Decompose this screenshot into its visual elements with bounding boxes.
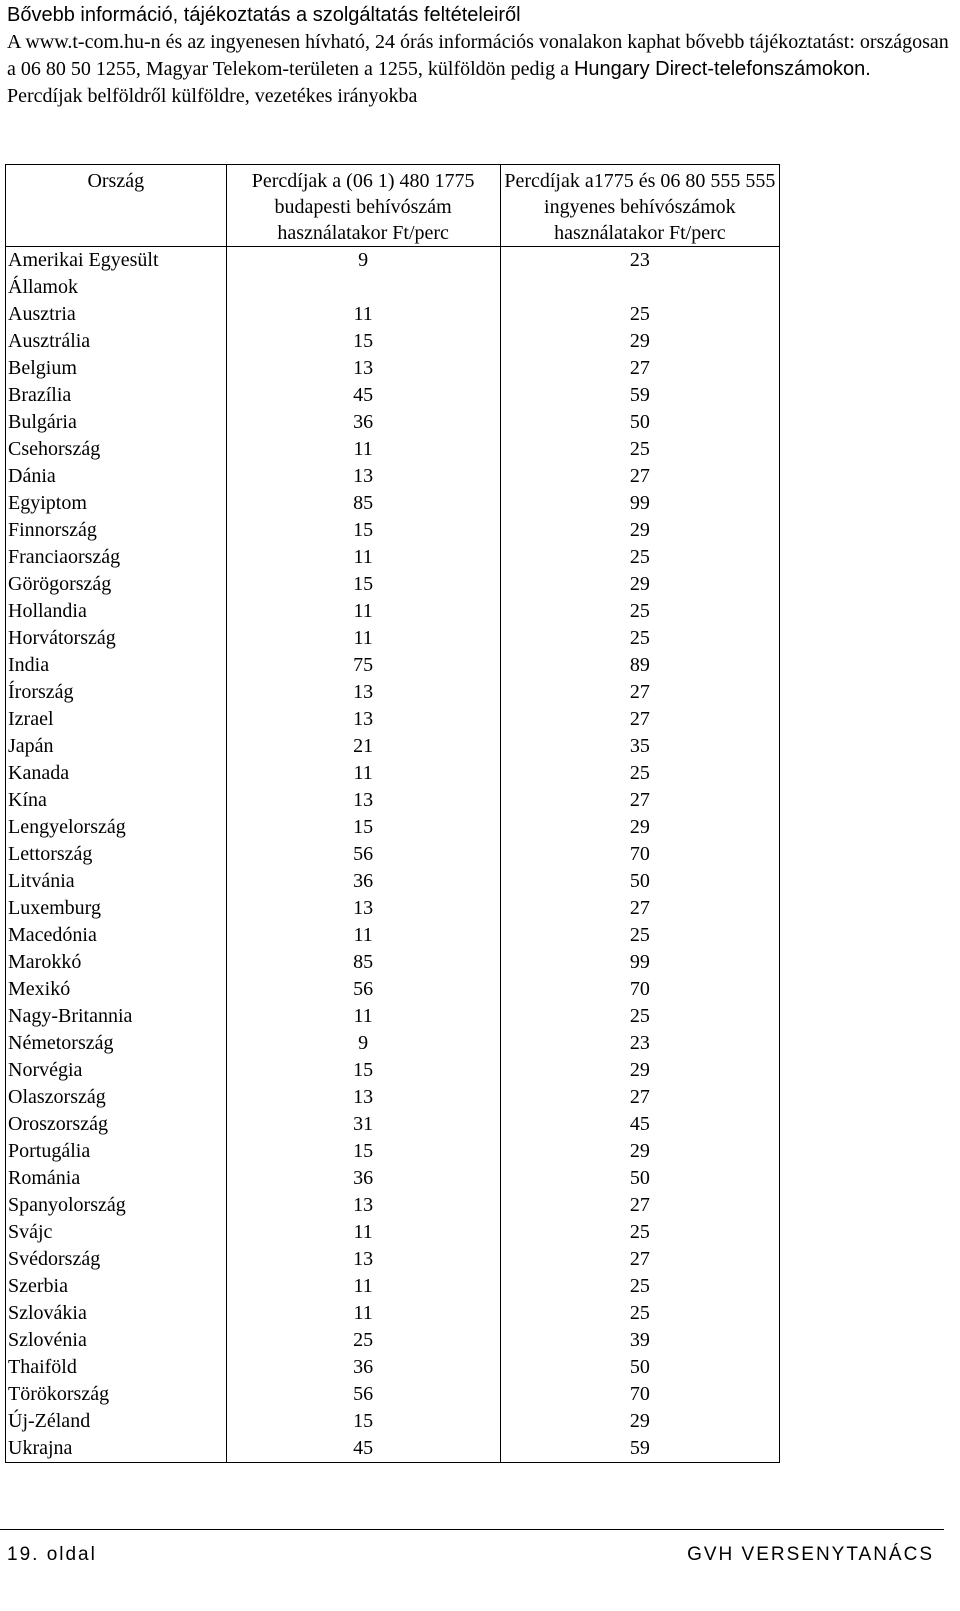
cell-rate-budapest: 13 bbox=[226, 679, 500, 706]
cell-rate-free: 29 bbox=[500, 571, 779, 598]
table-row bbox=[6, 841, 780, 868]
cell-rate-free: 99 bbox=[500, 490, 779, 517]
table-row bbox=[6, 706, 780, 733]
page-number: 19. oldal bbox=[7, 1544, 97, 1565]
cell-rate-free: 45 bbox=[500, 1111, 779, 1138]
table-row bbox=[6, 1111, 780, 1138]
table-row bbox=[6, 598, 780, 625]
cell-rate-budapest: 75 bbox=[226, 652, 500, 679]
cell-rate-budapest: 13 bbox=[226, 1192, 500, 1219]
cell-rate-budapest: 56 bbox=[226, 841, 500, 868]
cell-country: Írország bbox=[6, 679, 227, 706]
cell-rate-free: 25 bbox=[500, 625, 779, 652]
section-heading: Bővebb információ, tájékoztatás a szolgáltatás feltételeiről bbox=[7, 4, 521, 26]
table-row bbox=[6, 895, 780, 922]
cell-rate-budapest: 36 bbox=[226, 868, 500, 895]
rates-table bbox=[5, 164, 780, 1463]
cell-rate-budapest: 13 bbox=[226, 355, 500, 382]
cell-rate-budapest: 13 bbox=[226, 1246, 500, 1273]
table-row bbox=[6, 760, 780, 787]
cell-country: Luxemburg bbox=[6, 895, 227, 922]
cell-rate-budapest: 45 bbox=[226, 1435, 500, 1463]
table-row bbox=[6, 517, 780, 544]
cell-rate-free: 25 bbox=[500, 1300, 779, 1327]
cell-rate-budapest: 15 bbox=[226, 814, 500, 841]
cell-country: Új-Zéland bbox=[6, 1408, 227, 1435]
cell-country: Olaszország bbox=[6, 1084, 227, 1111]
cell-rate-free: 27 bbox=[500, 1246, 779, 1273]
cell-country: Törökország bbox=[6, 1381, 227, 1408]
table-row bbox=[6, 868, 780, 895]
footer-brand: GVH VERSENYTANÁCS bbox=[687, 1544, 934, 1565]
table-row bbox=[6, 409, 780, 436]
info-paragraph bbox=[7, 29, 952, 83]
table-row bbox=[6, 1327, 780, 1354]
cell-country: Románia bbox=[6, 1165, 227, 1192]
cell-rate-free: 27 bbox=[500, 1084, 779, 1111]
cell-rate-budapest: 36 bbox=[226, 1165, 500, 1192]
cell-country: Spanyolország bbox=[6, 1192, 227, 1219]
cell-rate-free: 23 bbox=[500, 247, 779, 302]
cell-rate-budapest: 15 bbox=[226, 571, 500, 598]
table-row bbox=[6, 1030, 780, 1057]
table-row bbox=[6, 436, 780, 463]
cell-rate-budapest: 56 bbox=[226, 976, 500, 1003]
cell-rate-budapest: 85 bbox=[226, 949, 500, 976]
cell-country: Macedónia bbox=[6, 922, 227, 949]
cell-rate-budapest: 25 bbox=[226, 1327, 500, 1354]
cell-rate-free: 35 bbox=[500, 733, 779, 760]
cell-rate-free: 50 bbox=[500, 1165, 779, 1192]
cell-country: Szerbia bbox=[6, 1273, 227, 1300]
cell-rate-budapest: 11 bbox=[226, 1219, 500, 1246]
cell-rate-free: 50 bbox=[500, 868, 779, 895]
table-row bbox=[6, 1354, 780, 1381]
cell-rate-free: 50 bbox=[500, 409, 779, 436]
table-row bbox=[6, 1003, 780, 1030]
table-row bbox=[6, 328, 780, 355]
table-row bbox=[6, 679, 780, 706]
cell-rate-budapest: 15 bbox=[226, 517, 500, 544]
cell-country: Portugália bbox=[6, 1138, 227, 1165]
header-rate-free: Percdíjak a1775 és 06 80 555 555 ingyenes behívószámok használatakor Ft/perc bbox=[500, 165, 779, 247]
cell-country: Lengyelország bbox=[6, 814, 227, 841]
cell-rate-budapest: 13 bbox=[226, 1084, 500, 1111]
cell-country: Németország bbox=[6, 1030, 227, 1057]
cell-rate-free: 27 bbox=[500, 895, 779, 922]
table-row bbox=[6, 247, 780, 302]
cell-rate-free: 59 bbox=[500, 382, 779, 409]
table-header-row bbox=[6, 165, 780, 247]
table-row bbox=[6, 1057, 780, 1084]
cell-country: Thaiföld bbox=[6, 1354, 227, 1381]
cell-rate-free: 29 bbox=[500, 814, 779, 841]
table-row bbox=[6, 1300, 780, 1327]
table-row bbox=[6, 1381, 780, 1408]
cell-rate-budapest: 13 bbox=[226, 706, 500, 733]
cell-country: Kína bbox=[6, 787, 227, 814]
cell-rate-free: 25 bbox=[500, 1003, 779, 1030]
cell-rate-free: 25 bbox=[500, 301, 779, 328]
cell-country: India bbox=[6, 652, 227, 679]
cell-rate-free: 27 bbox=[500, 787, 779, 814]
cell-rate-free: 23 bbox=[500, 1030, 779, 1057]
cell-rate-budapest: 21 bbox=[226, 733, 500, 760]
cell-country: Finnország bbox=[6, 517, 227, 544]
table-row bbox=[6, 922, 780, 949]
table-row bbox=[6, 1192, 780, 1219]
cell-country: Oroszország bbox=[6, 1111, 227, 1138]
cell-country: Mexikó bbox=[6, 976, 227, 1003]
cell-rate-budapest: 11 bbox=[226, 1300, 500, 1327]
cell-rate-free: 39 bbox=[500, 1327, 779, 1354]
cell-rate-free: 25 bbox=[500, 436, 779, 463]
cell-rate-budapest: 11 bbox=[226, 625, 500, 652]
table-row bbox=[6, 1273, 780, 1300]
table-row bbox=[6, 355, 780, 382]
table-caption: Percdíjak belföldről külföldre, vezetékes irányokba bbox=[7, 85, 418, 107]
cell-country: Kanada bbox=[6, 760, 227, 787]
cell-country: Ausztrália bbox=[6, 328, 227, 355]
table-row bbox=[6, 733, 780, 760]
cell-country: Franciaország bbox=[6, 544, 227, 571]
cell-country: Bulgária bbox=[6, 409, 227, 436]
cell-country: Marokkó bbox=[6, 949, 227, 976]
cell-rate-free: 25 bbox=[500, 544, 779, 571]
cell-rate-budapest: 11 bbox=[226, 544, 500, 571]
cell-rate-budapest: 45 bbox=[226, 382, 500, 409]
cell-rate-free: 27 bbox=[500, 706, 779, 733]
cell-country: Csehország bbox=[6, 436, 227, 463]
cell-rate-budapest: 36 bbox=[226, 409, 500, 436]
cell-rate-budapest: 11 bbox=[226, 1273, 500, 1300]
table-row bbox=[6, 544, 780, 571]
cell-rate-budapest: 11 bbox=[226, 598, 500, 625]
cell-rate-budapest: 11 bbox=[226, 436, 500, 463]
table-row bbox=[6, 949, 780, 976]
cell-rate-budapest: 31 bbox=[226, 1111, 500, 1138]
cell-rate-budapest: 9 bbox=[226, 1030, 500, 1057]
table-row bbox=[6, 571, 780, 598]
cell-rate-free: 70 bbox=[500, 841, 779, 868]
cell-rate-budapest: 13 bbox=[226, 895, 500, 922]
cell-rate-free: 70 bbox=[500, 976, 779, 1003]
cell-rate-budapest: 9 bbox=[226, 247, 500, 302]
table-row bbox=[6, 1165, 780, 1192]
cell-country: Ausztria bbox=[6, 301, 227, 328]
cell-country: Hollandia bbox=[6, 598, 227, 625]
table-row bbox=[6, 1084, 780, 1111]
header-country: Ország bbox=[6, 165, 227, 247]
table-row bbox=[6, 1246, 780, 1273]
intro-section bbox=[7, 2, 952, 110]
table-row bbox=[6, 1138, 780, 1165]
header-rate-budapest: Percdíjak a (06 1) 480 1775 budapesti behívószám használatakor Ft/perc bbox=[226, 165, 500, 247]
cell-rate-budapest: 15 bbox=[226, 1408, 500, 1435]
cell-country: Norvégia bbox=[6, 1057, 227, 1084]
cell-country: Szlovákia bbox=[6, 1300, 227, 1327]
cell-rate-free: 29 bbox=[500, 1138, 779, 1165]
cell-country: Amerikai Egyesült Államok bbox=[6, 247, 227, 302]
cell-rate-free: 25 bbox=[500, 760, 779, 787]
cell-rate-budapest: 15 bbox=[226, 328, 500, 355]
cell-rate-free: 99 bbox=[500, 949, 779, 976]
cell-country: Japán bbox=[6, 733, 227, 760]
cell-country: Horvátország bbox=[6, 625, 227, 652]
cell-rate-free: 50 bbox=[500, 1354, 779, 1381]
cell-rate-free: 29 bbox=[500, 1057, 779, 1084]
cell-rate-budapest: 36 bbox=[226, 1354, 500, 1381]
cell-rate-budapest: 11 bbox=[226, 1003, 500, 1030]
cell-rate-free: 89 bbox=[500, 652, 779, 679]
cell-rate-budapest: 13 bbox=[226, 463, 500, 490]
hungary-direct-text: Hungary Direct-telefonszámokon. bbox=[573, 58, 871, 80]
table-row bbox=[6, 814, 780, 841]
cell-rate-free: 70 bbox=[500, 1381, 779, 1408]
table-row bbox=[6, 976, 780, 1003]
cell-country: Dánia bbox=[6, 463, 227, 490]
cell-rate-budapest: 15 bbox=[226, 1057, 500, 1084]
cell-rate-budapest: 15 bbox=[226, 1138, 500, 1165]
table-row bbox=[6, 301, 780, 328]
cell-rate-free: 29 bbox=[500, 517, 779, 544]
cell-rate-free: 25 bbox=[500, 1219, 779, 1246]
cell-country: Svájc bbox=[6, 1219, 227, 1246]
table-row bbox=[6, 1219, 780, 1246]
cell-rate-budapest: 56 bbox=[226, 1381, 500, 1408]
cell-country: Svédország bbox=[6, 1246, 227, 1273]
info-paragraph-text: A www.t-com.hu-n és az ingyenesen hívható, 24 órás információs vonalakon kaphat bővebb tájékoztatást: országosan a 06 80 50 1255, Magyar Telekom-területen a 1255, külföldön pedig a bbox=[7, 31, 949, 80]
cell-country: Egyiptom bbox=[6, 490, 227, 517]
table-row bbox=[6, 1408, 780, 1435]
cell-country: Brazília bbox=[6, 382, 227, 409]
cell-country: Nagy-Britannia bbox=[6, 1003, 227, 1030]
cell-rate-free: 25 bbox=[500, 922, 779, 949]
table-row bbox=[6, 463, 780, 490]
table-body bbox=[6, 247, 780, 1463]
cell-rate-free: 59 bbox=[500, 1435, 779, 1463]
cell-rate-budapest: 11 bbox=[226, 922, 500, 949]
cell-rate-free: 27 bbox=[500, 679, 779, 706]
table-row bbox=[6, 1435, 780, 1463]
cell-country: Görögország bbox=[6, 571, 227, 598]
cell-rate-free: 27 bbox=[500, 355, 779, 382]
cell-rate-free: 27 bbox=[500, 1192, 779, 1219]
cell-rate-budapest: 11 bbox=[226, 760, 500, 787]
footer-divider bbox=[0, 1529, 944, 1530]
cell-rate-budapest: 85 bbox=[226, 490, 500, 517]
cell-rate-free: 27 bbox=[500, 463, 779, 490]
cell-country: Lettország bbox=[6, 841, 227, 868]
cell-rate-budapest: 13 bbox=[226, 787, 500, 814]
cell-rate-free: 29 bbox=[500, 1408, 779, 1435]
cell-country: Izrael bbox=[6, 706, 227, 733]
table-row bbox=[6, 490, 780, 517]
cell-rate-free: 25 bbox=[500, 1273, 779, 1300]
cell-country: Ukrajna bbox=[6, 1435, 227, 1463]
table-row bbox=[6, 625, 780, 652]
cell-country: Litvánia bbox=[6, 868, 227, 895]
table-row bbox=[6, 652, 780, 679]
cell-country: Belgium bbox=[6, 355, 227, 382]
cell-country: Szlovénia bbox=[6, 1327, 227, 1354]
table-row bbox=[6, 787, 780, 814]
cell-rate-budapest: 11 bbox=[226, 301, 500, 328]
cell-rate-free: 25 bbox=[500, 598, 779, 625]
table-row bbox=[6, 382, 780, 409]
cell-rate-free: 29 bbox=[500, 328, 779, 355]
